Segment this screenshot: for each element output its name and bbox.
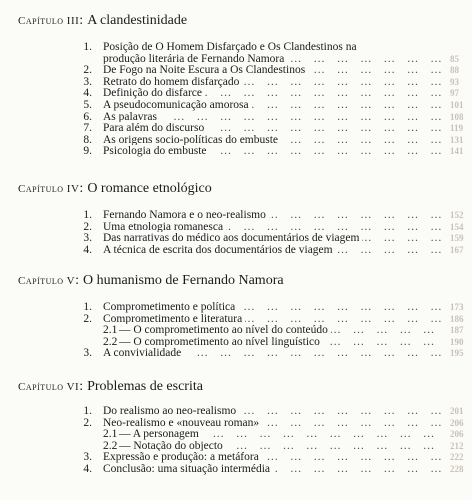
entry-title: Para além do discurso [103, 122, 207, 134]
page-number: 93 [450, 76, 459, 87]
entry-title: Psicologia do embuste [103, 145, 210, 157]
page-number: 187 [450, 325, 464, 336]
entry-number: 6. [83, 110, 92, 123]
page-number: 195 [450, 348, 464, 359]
entry-title: A convivialidade [103, 347, 184, 359]
entry-title: Fernando Namora e o neo-realismo [103, 209, 269, 221]
entry-title: As origens socio-políticas do embuste [103, 134, 281, 146]
page-number: 222 [450, 452, 464, 463]
entry-title: — O comprometimento ao nível linguístico [119, 336, 323, 348]
page-number: 101 [450, 100, 464, 110]
toc-entry[interactable] [0, 463, 472, 476]
page-number: 154 [450, 221, 464, 232]
chapter-label: Capítulo IV [18, 183, 80, 195]
entry-number: 3. [83, 75, 92, 88]
entry-title: Do realismo ao neo-realismo [103, 405, 239, 417]
entry-title: — A personagem [119, 428, 202, 440]
toc-entry[interactable] [0, 244, 472, 257]
page-number: 186 [450, 313, 464, 324]
entry-title: A técnica de escrita dos documentários de viagem [103, 244, 336, 256]
page-number: 97 [450, 88, 459, 99]
entry-title: Conclusão: uma situação intermédia [103, 463, 273, 475]
entry-number: 1. [83, 209, 92, 221]
chapter-title: Problemas de escrita [87, 379, 203, 394]
entry-number: 9. [83, 145, 92, 158]
chapter-title: O humanismo de Fernando Namora [82, 273, 284, 288]
page-number: 206 [450, 429, 464, 440]
page-number: 85 [450, 53, 459, 64]
entry-number: 2. [83, 416, 92, 429]
page-number: 212 [450, 440, 464, 451]
page-number: 173 [450, 302, 464, 312]
entry-title: Neo-realismo e «nouveau roman» [103, 417, 262, 429]
entry-title: Das narrativas do médico aos documentários de viagem [103, 232, 362, 244]
entry-title: Definição do disfarce [103, 87, 205, 99]
chapter-title: O romance etnológico [87, 181, 212, 196]
page-number: 88 [450, 65, 459, 76]
entry-number: 3. [83, 347, 92, 360]
entry-number: 1. [83, 301, 92, 313]
entry-number: 2.2 [103, 335, 118, 348]
entry-number: 4. [83, 87, 92, 100]
entry-title: — Notação do objecto [119, 440, 226, 452]
chapter-heading: Capítulo VI: Problemas de escrita [18, 379, 203, 394]
entry-number: 1. [83, 41, 92, 53]
page-number: 206 [450, 417, 464, 428]
entry-number: 2.1 [103, 428, 118, 441]
entry-title: As palavras [103, 111, 160, 123]
chapter-heading: Capítulo IV: O romance etnológico [18, 181, 212, 196]
chapter-label: Capítulo VI [18, 381, 80, 393]
entry-title: A pseudocomunicação amorosa [103, 99, 252, 111]
page-number: 131 [450, 134, 464, 145]
entry-number: 2.2 [103, 439, 118, 452]
entry-title: — O comprometimento ao nível do conteúdo [119, 324, 331, 336]
page-number: 167 [450, 244, 464, 255]
entry-number: 2. [83, 312, 92, 325]
chapter-heading: Capítulo V: O humanismo de Fernando Namora [18, 273, 284, 288]
page-number: 141 [450, 146, 464, 157]
entry-number: 8. [83, 133, 92, 146]
entry-title: Comprometimento e literatura [103, 313, 245, 325]
entry-number: 3. [83, 451, 92, 464]
page-number: 228 [450, 464, 464, 474]
page-number: 190 [450, 336, 464, 347]
chapter-label: Capítulo III [18, 15, 80, 27]
chapter-heading: Capítulo III: A clandestinidade [18, 13, 188, 28]
page-number: 201 [450, 406, 464, 416]
toc-entry[interactable] [0, 145, 472, 158]
entry-title: Uma etnologia romanesca [103, 221, 226, 233]
entry-number: 1. [83, 405, 92, 417]
entry-title: Expressão e produção: a metáfora [103, 451, 262, 463]
entry-number: 2. [83, 220, 92, 233]
entry-title: Comprometimento e política [103, 301, 238, 313]
page-number: 108 [450, 111, 464, 122]
entry-number: 4. [83, 463, 92, 475]
entry-number: 4. [83, 243, 92, 256]
entry-title: De Fogo na Noite Escura a Os Clandestinos [103, 64, 308, 76]
entry-number: 2. [83, 64, 92, 77]
page-number: 152 [450, 210, 464, 220]
entry-title: Posição de O Homem Disfarçado e Os Clandestinos na [103, 41, 360, 53]
entry-number: 3. [83, 232, 92, 245]
entry-number: 5. [83, 99, 92, 111]
entry-title: produção literária de Fernando Namora [103, 53, 287, 65]
page-number: 159 [450, 233, 464, 244]
entry-number: 7. [83, 122, 92, 135]
entry-number: 2.1 [103, 324, 118, 337]
chapter-title: A clandestinidade [87, 13, 188, 28]
entry-title: Retrato do homem disfarçado [103, 76, 242, 88]
page-number: 119 [450, 123, 464, 134]
toc-entry[interactable] [0, 347, 472, 360]
chapter-label: Capítulo V [18, 275, 76, 287]
